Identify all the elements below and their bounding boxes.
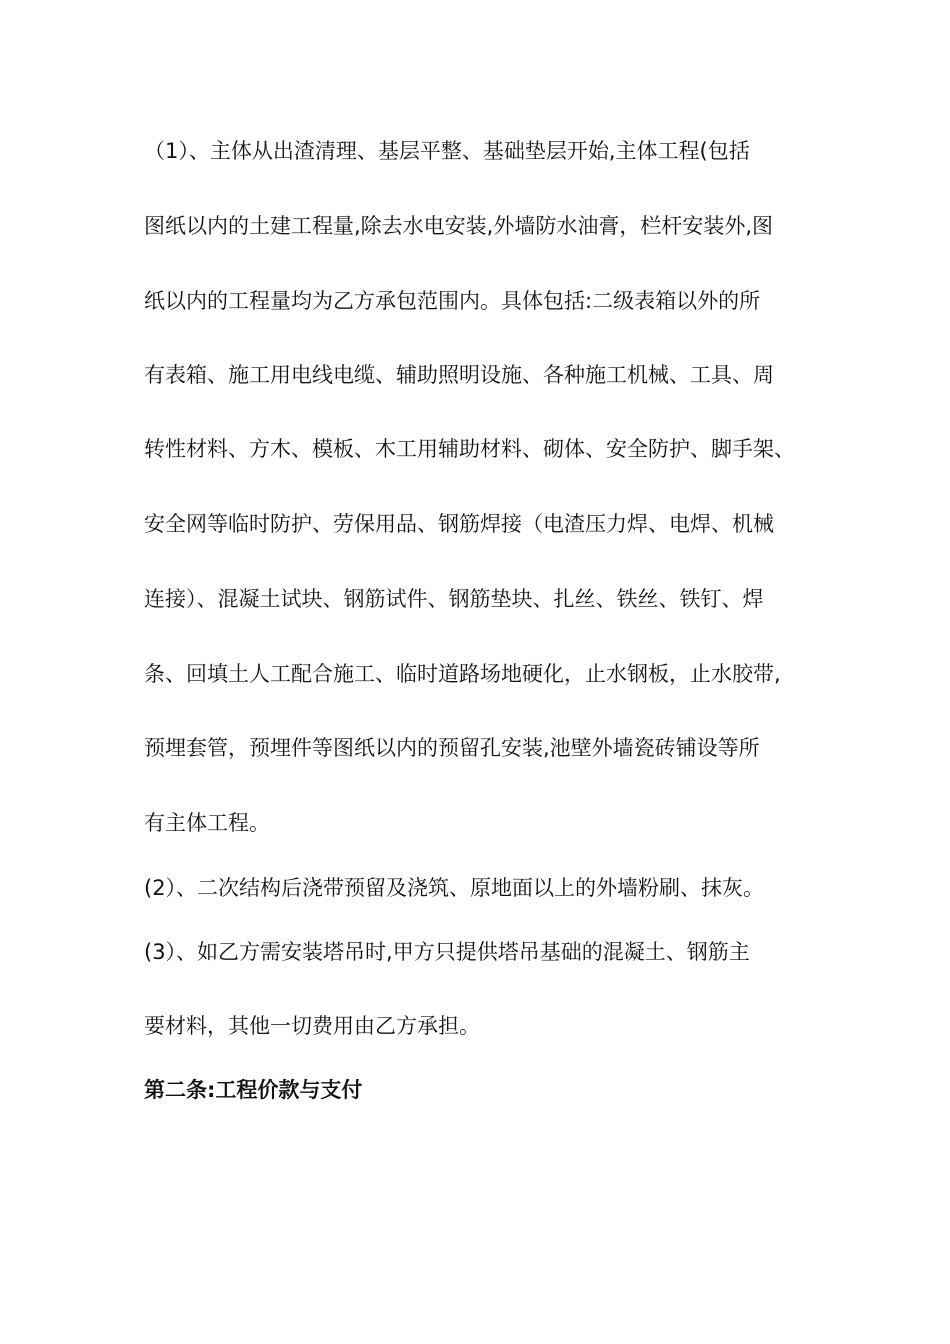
- paragraph-line: 条、回填土人工配合施工、临时道路场地硬化，止水钢板，止水胶带,: [144, 662, 781, 686]
- paragraph-line: 连接）、混凝土试块、钢筋试件、钢筋垫块、扎丝、铁丝、铁钉、焊: [144, 587, 764, 611]
- paragraph-line: 有表箱、施工用电线电缆、辅助照明设施、各种施工机械、工具、周: [144, 363, 774, 387]
- paragraph-line: 转性材料、方木、模板、木工用辅助材料、砌体、安全防护、脚手架、: [144, 437, 795, 461]
- paragraph-line: 有主体工程。: [144, 811, 270, 835]
- paragraph-line: 安全网等临时防护、劳保用品、钢筋焊接（电渣压力焊、电焊、机械: [144, 512, 774, 536]
- paragraph-line: 纸以内的工程量均为乙方承包范围内。具体包括:二级表箱以外的所: [144, 289, 761, 313]
- paragraph-line: 要材料，其他一切费用由乙方承担。: [144, 1014, 480, 1038]
- paragraph-line: （1）、主体从出渣清理、基层平整、基础垫层开始,主体工程(包括: [144, 139, 750, 163]
- section-heading: 第二条:工程价款与支付: [144, 1078, 363, 1102]
- paragraph-line: (2）、二次结构后浇带预留及浇筑、原地面以上的外墙粉刷、抹灰。: [144, 876, 765, 900]
- paragraph-line: 图纸以内的土建工程量,除去水电安装,外墙防水油膏，栏杆安装外,图: [144, 214, 774, 238]
- paragraph-line: (3）、如乙方需安装塔吊时,甲方只提供塔吊基础的混凝土、钢筋主: [144, 940, 750, 964]
- paragraph-line: 预埋套管，预埋件等图纸以内的预留孔安装,池壁外墙瓷砖铺设等所: [144, 736, 760, 760]
